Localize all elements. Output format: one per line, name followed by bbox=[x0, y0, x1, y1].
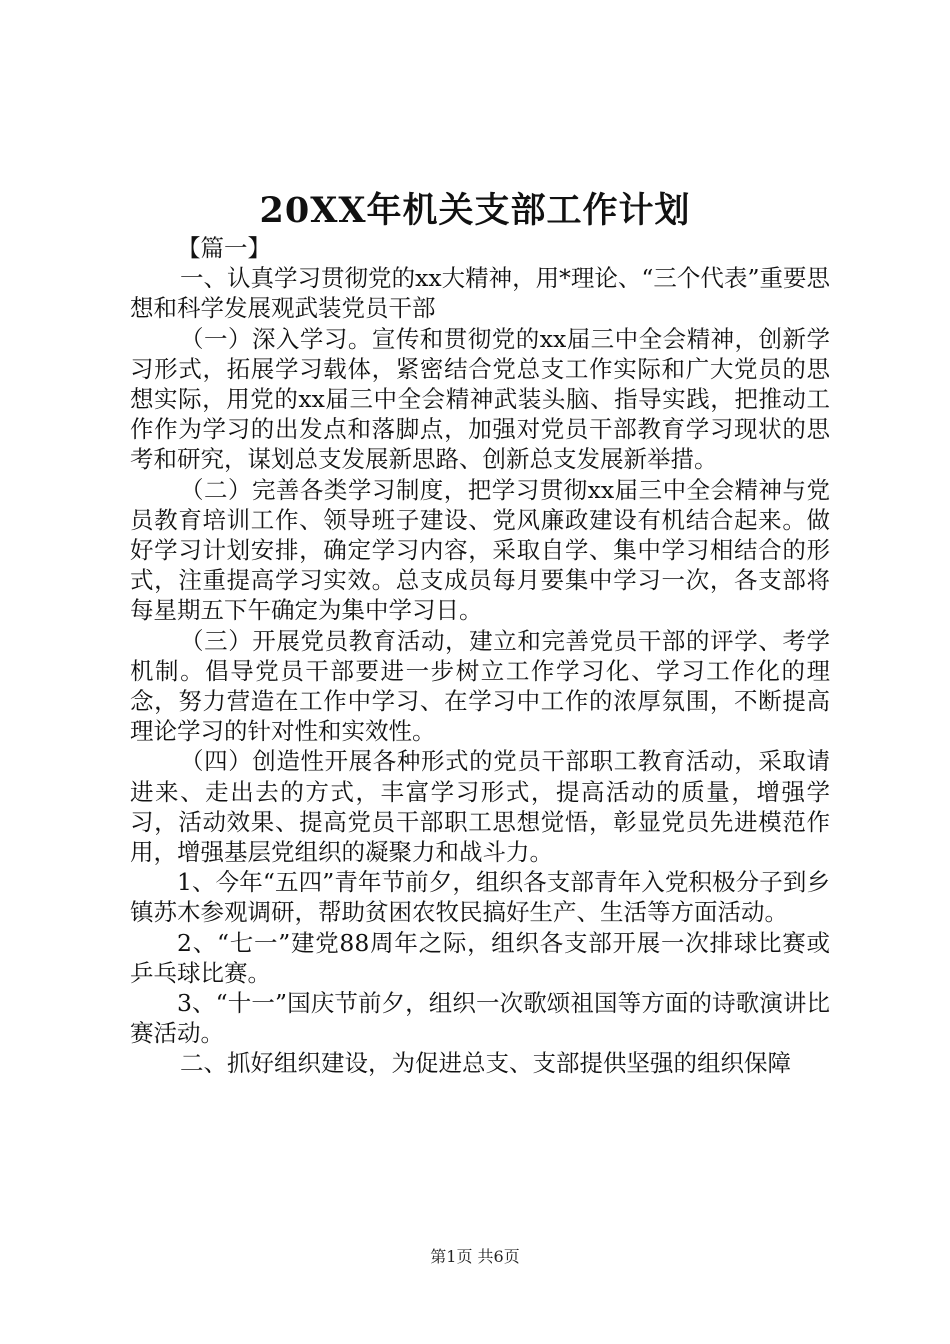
paragraph-activity-3: 3、“十一”国庆节前夕，组织一次歌颂祖国等方面的诗歌演讲比赛活动。 bbox=[130, 989, 830, 1048]
paragraph-heading-two: 二、抓好组织建设，为促进总支、支部提供坚强的组织保障 bbox=[180, 1049, 791, 1078]
document-title: 20XX年机关支部工作计划 bbox=[259, 190, 691, 231]
paragraph-item-1: （一）深入学习。宣传和贯彻党的xx届三中全会精神，创新学习形式，拓展学习载体，紧密结合党总支工作实际和广大党员的思想实际，用党的xx届三中全会精神武装头脑、指导实践，把推动工作作为学习的出发点和落脚点，加强对党员干部教育学习现状的思考和研究，谋划总支发展新思路、创新总支发展新举措。 bbox=[130, 324, 830, 474]
paragraph-item-4: （四）创造性开展各种形式的党员干部职工教育活动，采取请进来、走出去的方式，丰富学习形式，提高活动的质量，增强学习，活动效果、提高党员干部职工思想觉悟，彰显党员先进模范作用，增强基层党组织的凝聚力和战斗力。 bbox=[130, 747, 830, 867]
section-label: 【篇一】 bbox=[177, 234, 271, 262]
paragraph-activity-1: 1、今年“五四”青年节前夕，组织各支部青年入党积极分子到乡镇苏木参观调研，帮助贫困农牧民搞好生产、生活等方面活动。 bbox=[130, 868, 830, 927]
page-footer: 第1页 共6页 bbox=[430, 1247, 520, 1266]
document-body bbox=[130, 233, 830, 1079]
paragraph-item-2: （二）完善各类学习制度，把学习贯彻xx届三中全会精神与党员教育培训工作、领导班子建设、党风廉政建设有机结合起来。做好学习计划安排，确定学习内容，采取自学、集中学习相结合的形式，注重提高学习实效。总支成员每月要集中学习一次，各支部将每星期五下午确定为集中学习日。 bbox=[130, 475, 830, 625]
paragraph-item-3: （三）开展党员教育活动，建立和完善党员干部的评学、考学机制。倡导党员干部要进一步树立工作学习化、学习工作化的理念，努力营造在工作中学习、在学习中工作的浓厚氛围，不断提高理论学习的针对性和实效性。 bbox=[130, 626, 830, 746]
paragraph-heading-one: 一、认真学习贯彻党的xx大精神，用*理论、“三个代表”重要思想和科学发展观武装党员干部 bbox=[130, 264, 830, 323]
paragraph-activity-2: 2、“七一”建党88周年之际，组织各支部开展一次排球比赛或乒乓球比赛。 bbox=[130, 928, 830, 987]
